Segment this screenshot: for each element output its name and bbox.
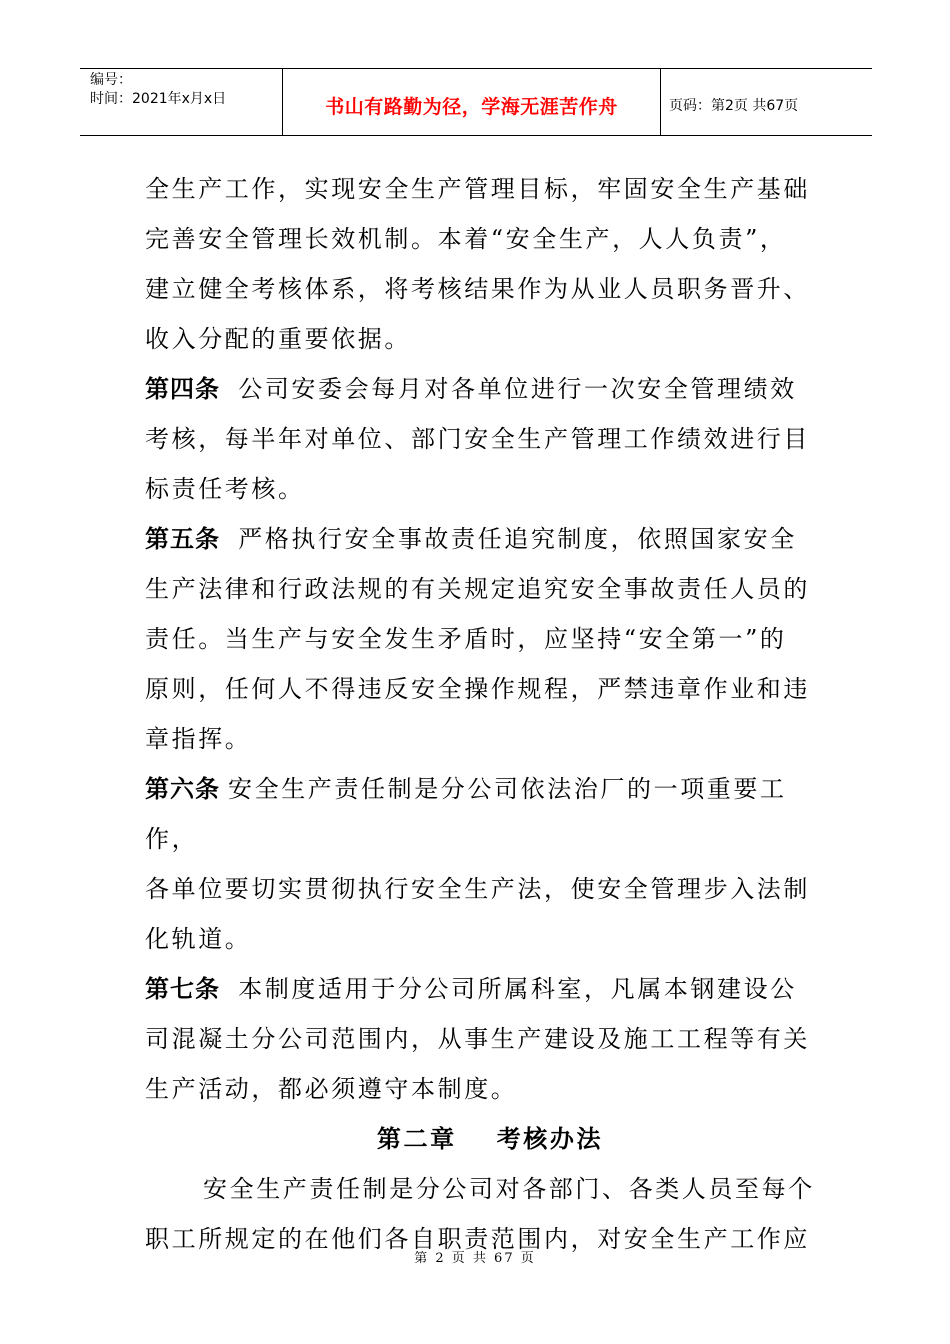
body-line: 收入分配的重要依据。 bbox=[145, 325, 411, 353]
document-body bbox=[145, 164, 825, 1264]
body-line: 全生产工作，实现安全生产管理目标，牢固安全生产基础 bbox=[145, 175, 810, 203]
article-first-line bbox=[145, 364, 825, 414]
article-first-line bbox=[145, 964, 825, 1014]
body-line: 安全生产责任制是分公司依法治厂的一项重要工作， bbox=[145, 775, 787, 853]
body-line: 原则，任何人不得违反安全操作规程，严禁违章作业和违 bbox=[145, 675, 810, 703]
header-motto-cell bbox=[283, 69, 661, 135]
header-page-info: 页码：第2页 共67页 bbox=[669, 98, 799, 114]
body-line: 标责任考核。 bbox=[145, 475, 305, 503]
article-first-line bbox=[145, 764, 825, 864]
body-line: 司混凝土分公司范围内，从事生产建设及施工工程等有关 bbox=[145, 1025, 810, 1053]
body-line: 各单位要切实贯彻执行安全生产法，使安全管理步入法制 bbox=[145, 875, 810, 903]
article-first-line bbox=[145, 514, 825, 564]
body-line: 章指挥。 bbox=[145, 725, 252, 753]
body-line: 责任。当生产与安全发生矛盾时，应坚持“安全第一”的 bbox=[145, 625, 787, 653]
chapter-number: 第二章 bbox=[376, 1124, 457, 1153]
body-line: 考核，每半年对单位、部门安全生产管理工作绩效进行目 bbox=[145, 425, 810, 453]
document-date: 时间：2021年x月x日 bbox=[90, 91, 227, 107]
intro-paragraph bbox=[145, 164, 825, 364]
article-label: 第四条 bbox=[145, 374, 220, 403]
page-header bbox=[80, 68, 872, 136]
body-line: 公司安委会每月对各单位进行一次安全管理绩效 bbox=[238, 375, 797, 403]
article-6 bbox=[145, 764, 825, 964]
chapter-title: 考核办法 bbox=[496, 1124, 604, 1153]
body-line: 安全生产责任制是分公司对各部门、各类人员至每个 bbox=[203, 1175, 815, 1203]
article-label: 第五条 bbox=[145, 524, 220, 553]
chapter-heading bbox=[145, 1114, 825, 1164]
article-7 bbox=[145, 964, 825, 1114]
body-line: 生产活动，都必须遵守本制度。 bbox=[145, 1075, 518, 1103]
header-motto: 书山有路勤为径，学海无涯苦作舟 bbox=[325, 95, 618, 118]
body-line: 职工所规定的在他们各自职责范围内，对安全生产工作应 bbox=[145, 1225, 810, 1253]
article-label: 第六条 bbox=[145, 774, 220, 803]
page-footer: 第 2 页 共 67 页 bbox=[414, 1251, 536, 1266]
document-number-label: 编号： bbox=[90, 72, 132, 88]
article-5 bbox=[145, 514, 825, 764]
body-line: 建立健全考核体系，将考核结果作为从业人员职务晋升、 bbox=[145, 275, 810, 303]
body-line: 化轨道。 bbox=[145, 925, 252, 953]
body-line: 严格执行安全事故责任追究制度，依照国家安全 bbox=[238, 525, 797, 553]
header-meta bbox=[80, 69, 283, 135]
body-line: 完善安全管理长效机制。本着“安全生产，人人负责”， bbox=[145, 225, 787, 253]
body-line: 本制度适用于分公司所属科室，凡属本钢建设公 bbox=[238, 975, 797, 1003]
body-line: 生产法律和行政法规的有关规定追究安全事故责任人员的 bbox=[145, 575, 810, 603]
article-4 bbox=[145, 364, 825, 514]
article-label: 第七条 bbox=[145, 974, 220, 1003]
